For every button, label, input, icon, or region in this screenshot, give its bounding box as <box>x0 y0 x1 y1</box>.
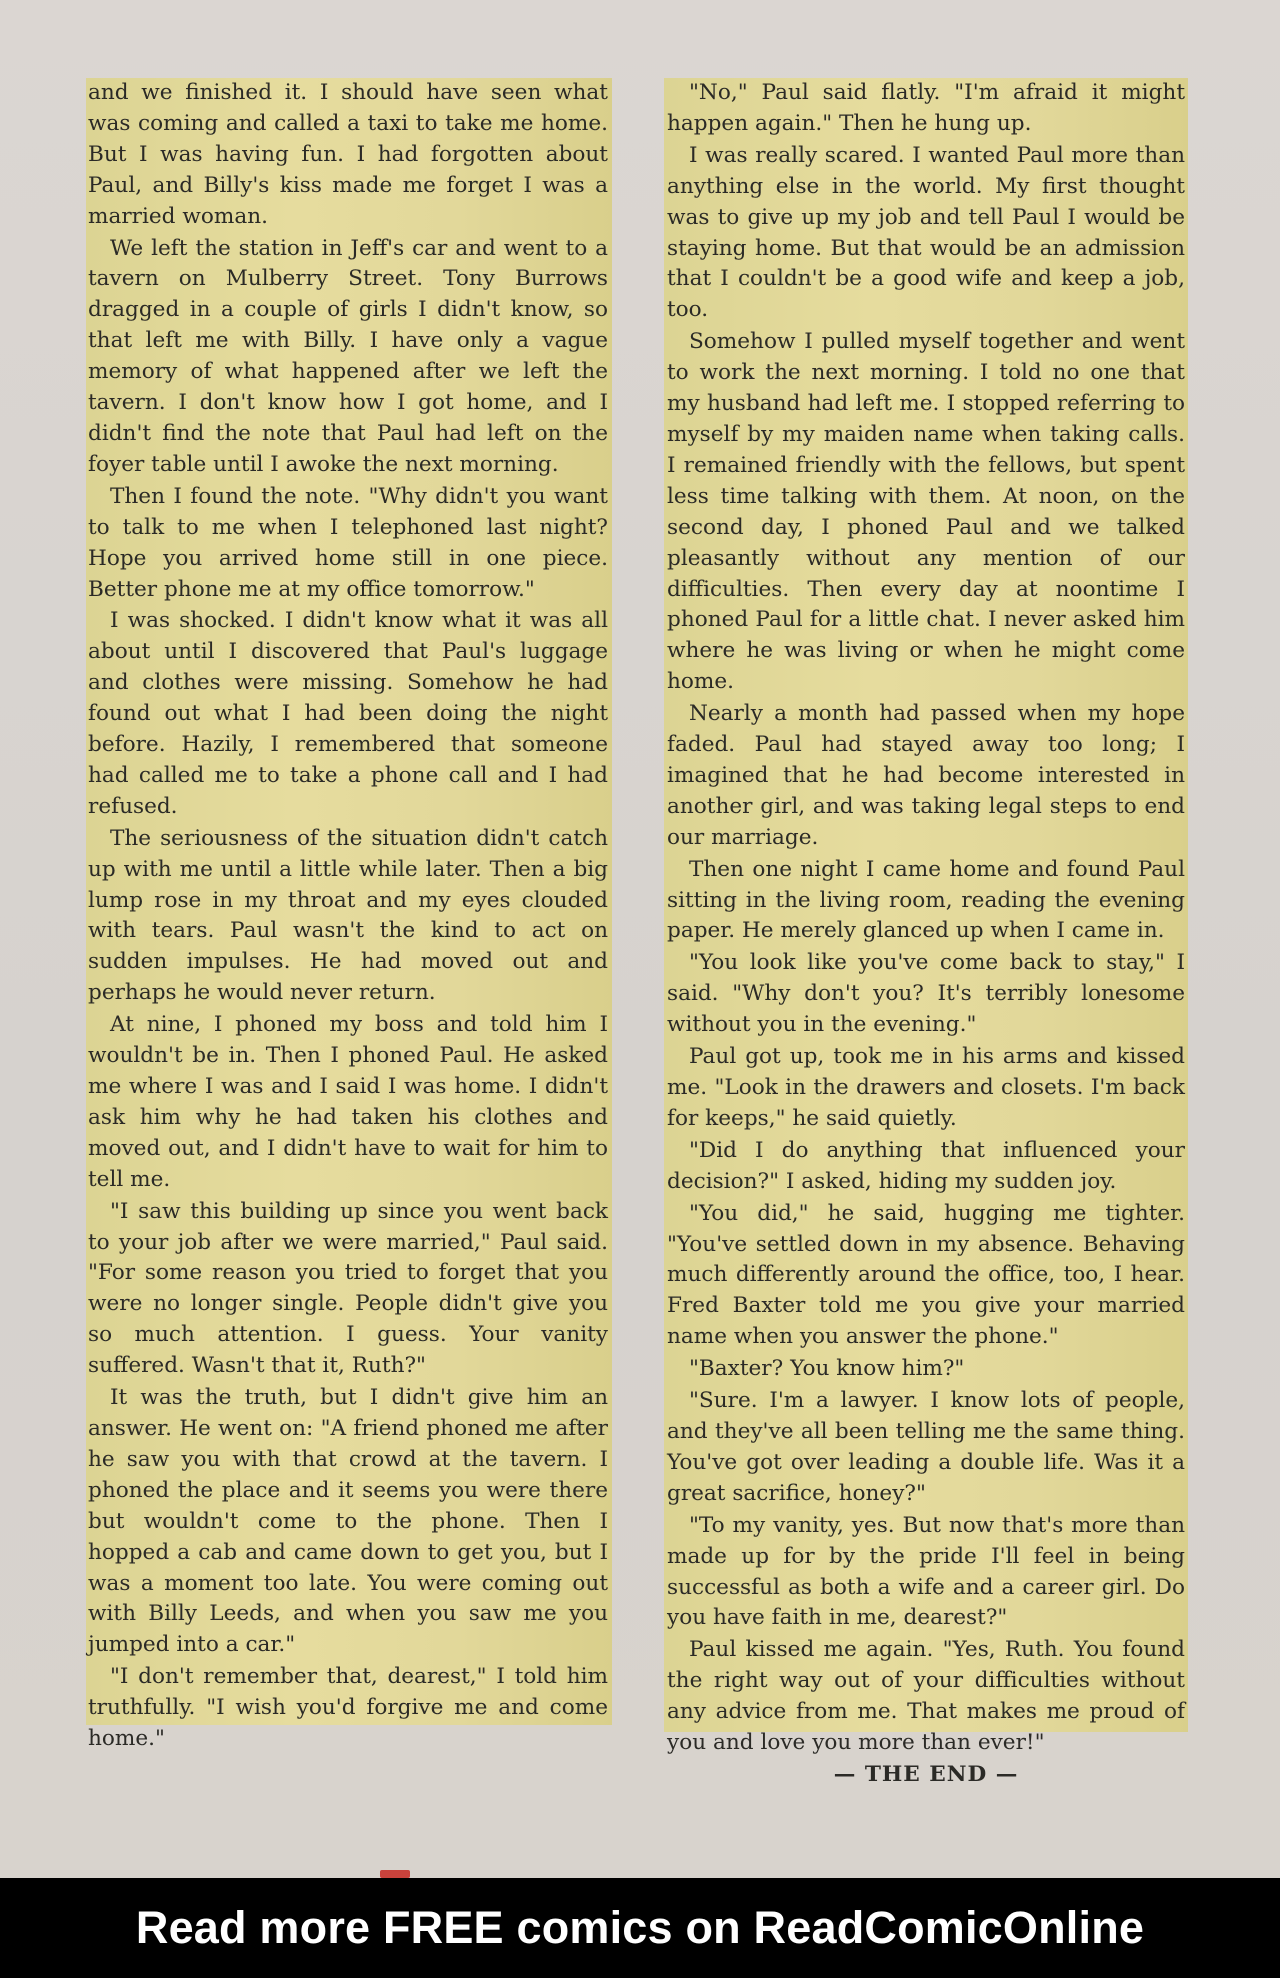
promo-banner[interactable]: Read more FREE comics on ReadComicOnline <box>0 1878 1280 1978</box>
paragraph: "Baxter? You know him?" <box>689 1356 965 1382</box>
paragraph: At nine, I phoned my boss and told him I wouldn't be in. Then I phoned Paul. He asked me where I was and I said I was home. I didn't ask him why he had taken his clothes and moved out, and I didn't have to wait for him to tell me. <box>88 1012 608 1192</box>
paragraph: Paul kissed me again. "Yes, Ruth. You found the right way out of your difficulties without any advice from me. That makes me proud of you and love you more than ever!" <box>667 1637 1185 1756</box>
paragraph: The seriousness of the situation didn't catch up with me until a little while later. Then a big lump rose in my throat and my eyes clouded with tears. Paul wasn't the kind to act on sudden impulses. He had moved out and perhaps he would never return. <box>88 825 608 1006</box>
paragraph: I was really scared. I wanted Paul more than anything else in the world. My first thought was to give up my job and tell Paul I would be staying home. But that would be an admission that I couldn't be a good wife and keep a job, too. <box>667 142 1185 323</box>
paragraph: I was shocked. I didn't know what it was all about until I discovered that Paul's luggage and clothes were missing. Somehow he had found out what I had been doing the night before. Hazily, I remembered that someone had called me to take a phone call and I had refused. <box>88 608 608 819</box>
paragraph: It was the truth, but I didn't give him an answer. He went on: "A friend phoned me after he saw you with that crowd at the tavern. I phoned the place and it seems you were there but wouldn't come to the phone. Then I hopped a cab and came down to get you, but I was a moment too late. You were coming out with Billy Leeds, and when you saw me you jumped into a car." <box>88 1385 608 1658</box>
paragraph: We left the station in Jeff's car and went to a tavern on Mulberry Street. Tony Burrows dragged in a couple of girls I didn't know, so that left me with Billy. I have only a vague memory of what happened after we left the tavern. I don't know how I got home, and I didn't find the note that Paul had left on the foyer table until I awoke the next morning. <box>88 235 608 477</box>
paragraph: Then I found the note. "Why didn't you want to talk to me when I telephoned last night? Hope you arrived home still in one piece. Better phone me at my office tomorrow." <box>88 483 608 602</box>
paragraph: Paul got up, took me in his arms and kissed me. "Look in the drawers and closets. I'm back for keeps," he said quietly. <box>667 1044 1185 1131</box>
paragraph: "Did I do anything that influenced your decision?" I asked, hiding my sudden joy. <box>667 1137 1185 1194</box>
paragraph: "I don't remember that, dearest," I told him truthfully. "I wish you'd forgive me and come home." <box>88 1664 608 1752</box>
story-column-left <box>86 78 612 1752</box>
the-end-mark: — THE END — <box>833 1761 1019 1787</box>
paragraph: and we finished it. I should have seen what was coming and called a taxi to take me home. But I was having fun. I had forgotten about Paul, and Billy's kiss made me forget I was a married woman. <box>88 80 608 229</box>
paragraph: "Sure. I'm a lawyer. I know lots of people, and they've all been telling me the same thing. You've got over leading a double life. Was it a great sacrifice, honey?" <box>667 1388 1185 1506</box>
paragraph: Somehow I pulled myself together and went to work the next morning. I told no one that my husband had left me. I stopped referring to myself by my maiden name when taking calls. I remained friendly with the fellows, but spent less time talking with them. At noon, on the second day, I phoned Paul and we talked pleasantly without any mention of our difficulties. Then every day at noontime I phoned Paul for a little chat. I never asked him where he was living or when he might come home. <box>667 329 1185 695</box>
paragraph: "To my vanity, yes. But now that's more than made up for by the pride I'll feel in being successful as both a wife and a career girl. Do you have faith in me, dearest?" <box>667 1512 1185 1631</box>
paragraph: "I saw this building up since you went back to your job after we were married," Paul said. "For some reason you tried to forget that you were no longer single. People didn't give you so much attention. I guess. Your vanity suffered. Wasn't that it, Ruth?" <box>88 1198 608 1379</box>
story-column-right <box>664 78 1188 1787</box>
paragraph: Nearly a month had passed when my hope faded. Paul had stayed away too long; I imagined that he had become interested in another girl, and was taking legal steps to end our marriage. <box>667 701 1185 850</box>
paragraph: "No," Paul said flatly. "I'm afraid it might happen again." Then he hung up. <box>667 80 1185 136</box>
paragraph: "You did," he said, hugging me tighter. "You've settled down in my absence. Behaving much differently around the office, too, I hear. Fred Baxter told me you give your married name when you answer the phone." <box>667 1200 1185 1350</box>
print-mark <box>380 1870 410 1878</box>
paragraph: Then one night I came home and found Paul sitting in the living room, reading the evening paper. He merely glanced up when I came in. <box>667 856 1185 944</box>
paragraph: "You look like you've come back to stay," I said. "Why don't you? It's terribly lonesome without you in the evening." <box>667 950 1185 1038</box>
